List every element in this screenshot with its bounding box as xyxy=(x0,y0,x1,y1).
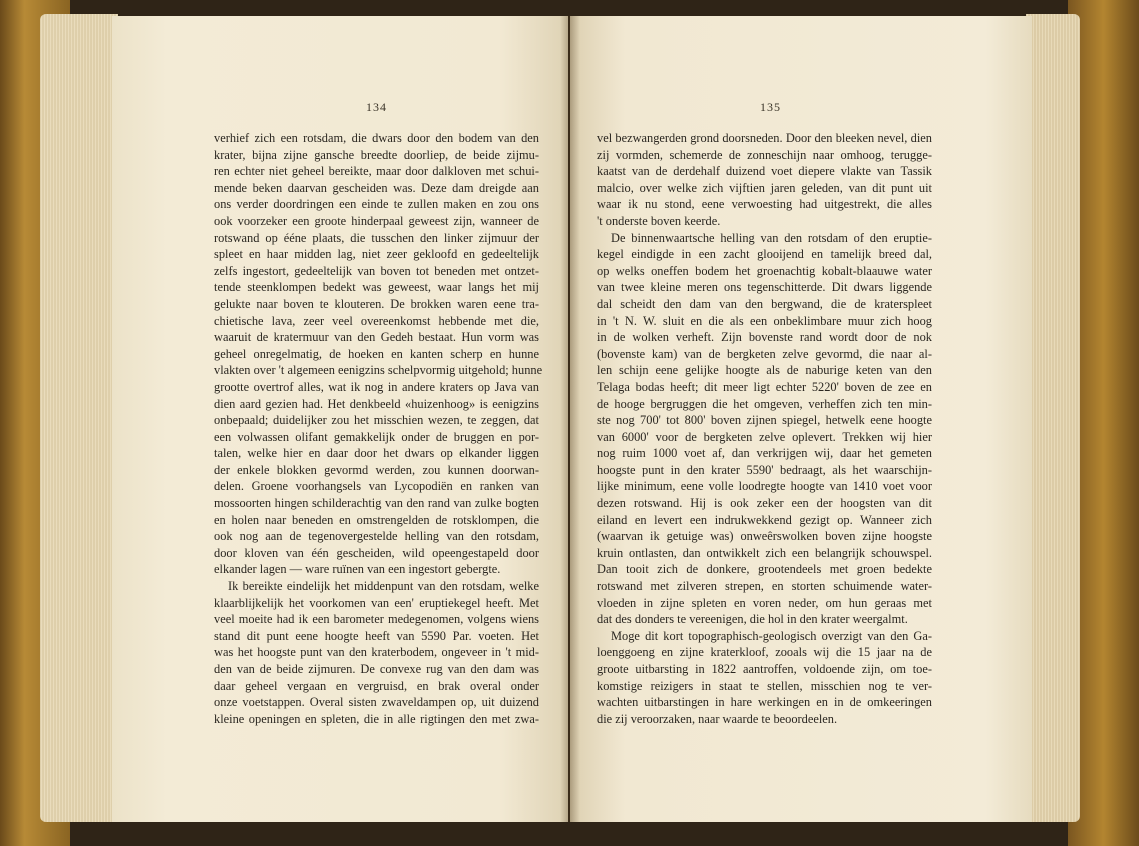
right-page-text-line: in de wolken verheft. Zijn bovenste rand wordt door de nok xyxy=(597,330,932,345)
book-gutter xyxy=(560,16,580,822)
right-page-text-line: loenggoeng en zijne kraterkloof, zooals wij die 15 jaar na de xyxy=(597,645,932,660)
right-page-text-line: (waarvan ik getuige was) onweêrswolken boven zijne hoogste xyxy=(597,529,932,544)
left-page-text-line: was het hoogste punt van den kraterbodem, ongeveer in 't mid- xyxy=(214,645,539,660)
left-page-text-line: mossoorten hingen schilderachtig van den rand van zulke bogten xyxy=(214,496,539,511)
left-page-text-line: klaarblijkelijk het voorkomen van een' eruptiekegel heeft. Met xyxy=(214,595,539,610)
right-page-text-line: van 6000' voor de bergketen zelve oplevert. Trekken wij hier xyxy=(597,429,932,444)
right-page-text-line: kruin ontlasten, dan ontwikkelt zich een belangrijk schouwspel. xyxy=(597,545,932,560)
right-page-text-line: kaatst van de derdehalf duizend voet diepere vlakte van Tassik xyxy=(597,164,932,179)
left-page-text-line: en holen naar beneden en omstrengelden de rotsklompen, die xyxy=(214,512,539,527)
right-page-text-line: vel bezwangerden grond doorsneden. Door den bleeken nevel, dien xyxy=(597,131,932,145)
left-page-text-line: vlakten over 't algemeen eenigzins schelpvormig uitgehold; hunne xyxy=(214,363,543,378)
right-page-text-line: ste nog 700' tot 800' boven zijnen spiegel, hetwelk eene hoogte xyxy=(597,413,932,428)
left-page-text-line: veel moeite had ik een barometer medegenomen, volgens wiens xyxy=(214,612,539,627)
left-page-text-line: chietische lava, zeer veel overeenkomst hebbende met die, xyxy=(214,313,539,328)
left-page-text-line: een volwassen olifant gemakkelijk onder de bruggen en por- xyxy=(214,429,539,444)
left-page-text-line: den van de beide zijmuren. De convexe rug van den dam was xyxy=(214,662,539,676)
page-edges-left xyxy=(40,14,118,822)
right-page-number: 135 xyxy=(760,100,781,114)
right-page-text-line: waar ik nu stond, eene verwoesting had uitgestrekt, die alles xyxy=(597,197,932,212)
left-page-text-line: stand dit punt eene hoogte heeft van 5590 Par. voeten. Het xyxy=(214,628,539,643)
right-page-text-line: de hooge bergruggen die het omgeven, verheffen zich ten min- xyxy=(597,396,932,411)
right-page-text-line: die zij veroorzaken, naar waarde te beoordeelen. xyxy=(597,711,838,726)
right-page-text-line: vloeden in zijne spleten en voren neder, om hun geraas met xyxy=(597,595,932,610)
left-page-text-line: onze voetstappen. Overal sisten zwaveldampen op, uit duizend xyxy=(214,695,539,710)
left-page-text-line: der enkele blokken gevormd werden, zou kunnen doorwan- xyxy=(214,462,539,477)
left-page-text-line: spleet en haar midden lag, niet zeer gekloofd en gedeeltelijk xyxy=(214,247,539,262)
right-page-text-line: malcio, over welke zich vijftien jaren geleden, van dit punt uit xyxy=(597,180,932,195)
page-edges-right xyxy=(1026,14,1080,822)
left-page-text-line: geheel onregelmatig, de hoeken en kanten scherp en hunne xyxy=(214,346,539,361)
right-page-text-line: wachten uitbarstingen in hare werkingen en in de omkeeringen xyxy=(597,695,932,710)
left-page-body xyxy=(214,130,543,727)
right-page-text-line: Telaga bodas heeft; dit meer ligt echter 5220' boven de zee en xyxy=(597,379,932,394)
left-page-text-line: Ik bereikte eindelijk het middenpunt van den rotsdam, welke xyxy=(228,579,539,594)
right-page-text-line: op welks oneffen bodem het groenachtig kobalt-blaauwe water xyxy=(597,263,932,278)
right-page-text-line: Moge dit kort topographisch-geologisch overzigt van den Ga- xyxy=(611,628,932,643)
right-page-text-line: len schijn eene gelijke hoogte als de naburige keten van den xyxy=(597,363,932,378)
right-page-text-line: De binnenwaartsche helling van den rotsdam of den eruptie- xyxy=(611,230,932,245)
left-page-text-line: gelukte naar boven te klouteren. De brokken waren eene tra- xyxy=(214,296,539,311)
left-page-text-line: onbepaald; duidelijker zou het misschien wezen, te zeggen, dat xyxy=(214,413,539,428)
left-page-text-line: delen. Groene voorhangsels van Lycopodiën en ranken van xyxy=(214,479,539,494)
left-page-text-line: dien aard gezien had. Het denkbeeld «huizenhoog» is eenigzins xyxy=(214,396,539,411)
left-page-text-line: ren echter niet geheel bereikte, maar door dalkloven met schui- xyxy=(214,164,539,179)
right-page-text-line: Dan tooit zich de donkere, grootendeels met groen bedekte xyxy=(597,562,932,577)
right-page-text-line: eiland en levert een indrukwekkend gezigt op. Wanneer zich xyxy=(597,512,932,527)
right-page-body xyxy=(597,130,932,727)
right-page-text-line: hoogste punt in den krater 5590' bedraagt, als het waarschijn- xyxy=(597,462,932,477)
right-page-text-line: kegel eindigde in een zacht glooijend en tamelijk breed dal, xyxy=(597,247,932,262)
right-page-text-line: nog ruim 1000 voet af, dan verkrijgen wij, daar het gemeten xyxy=(597,446,932,461)
left-page-text-line: daar geheel vergaan en vergruisd, en brak overal onder xyxy=(214,678,539,693)
left-page-text-line: kleine openingen en spleten, die in alle rigtingen den met zwa- xyxy=(214,711,539,726)
left-page-text-line: elkander lagen — ware ruïnen van een ingestort gebergte. xyxy=(214,562,501,577)
left-page-text-line: grootte overtrof alles, wat ik nog in andere kraters op Java van xyxy=(214,379,539,394)
left-page-text-line: ons verder doordringen een einde te zullen maken en zou ons xyxy=(214,197,539,212)
right-page-text-line: dal scheidt den dam van den bergwand, die de kraterspleet xyxy=(597,296,932,311)
left-page-text-line: tende steenklompen bedekt was geweest, waar langs het mij xyxy=(214,280,539,295)
left-page-text-line: krater, bijna zijne gansche breedte doorliep, de beide zijmu- xyxy=(214,147,539,162)
right-page-text-line: in 't N. W. sluit en die als een onbeklimbare muur zich hoog xyxy=(597,313,932,328)
left-page-text-line: zelfs ingestort, gedeeltelijk van boven tot beneden met ontzet- xyxy=(214,263,539,278)
left-page-text-line: rotswand op ééne plaats, die tusschen den linker zijmuur der xyxy=(214,230,539,245)
right-page-text-line: groote uitbarsting in 1822 aantroffen, voldoende zijn, om toe- xyxy=(597,662,932,676)
left-page-text-line: door kloven van één gescheiden, wild opeengestapeld door xyxy=(214,545,539,560)
left-page-text-line: mende beken daarvan gescheiden was. Deze dam dreigde aan xyxy=(214,180,539,195)
left-page-text-line: waaruit de kratermuur van den Gedeh bestaat. Hun vorm was xyxy=(214,330,539,345)
right-page-text-line: komstige reizigers in staat te stellen, misschien nog te ver- xyxy=(597,678,932,693)
right-page-text-line: dat des donders te vereenigen, die hol in den krater weergalmt. xyxy=(597,612,908,627)
right-page-text-line: dezen rotswand. Hij is ook zeker een der hoogsten van dit xyxy=(597,496,932,511)
left-page-text-line: ook nog aan de tegenovergestelde helling van den rotsdam, xyxy=(214,529,539,544)
left-page-text-line: verhief zich een rotsdam, die dwars door den bodem van den xyxy=(214,131,539,145)
right-page-text-line: rotswand met zilveren strepen, en storten schuimende water- xyxy=(597,579,932,594)
right-page-text-line: lijke minimum, eene volle loodregte hoogte van 1410 voet voor xyxy=(597,479,932,494)
right-page-text-line: van twee kleine meren ons tegenschitterde. Dit dwars liggende xyxy=(597,280,932,295)
right-page-text-line: zij vormden, schemerde de zonneschijn naar omhoog, terugge- xyxy=(597,147,932,162)
right-page-text-line: 't onderste boven keerde. xyxy=(597,213,721,228)
left-page-text-line: ook voorzeker een groote hinderpaal geweest zijn, wanneer de xyxy=(214,213,539,228)
right-page-text-line: (bovenste kam) van de bergketen zelve gevormd, die naar al- xyxy=(597,346,932,361)
left-page-number: 134 xyxy=(366,100,387,114)
left-page-text-line: talen, welke hier en daar door het dwars op elkander liggen xyxy=(214,446,539,461)
